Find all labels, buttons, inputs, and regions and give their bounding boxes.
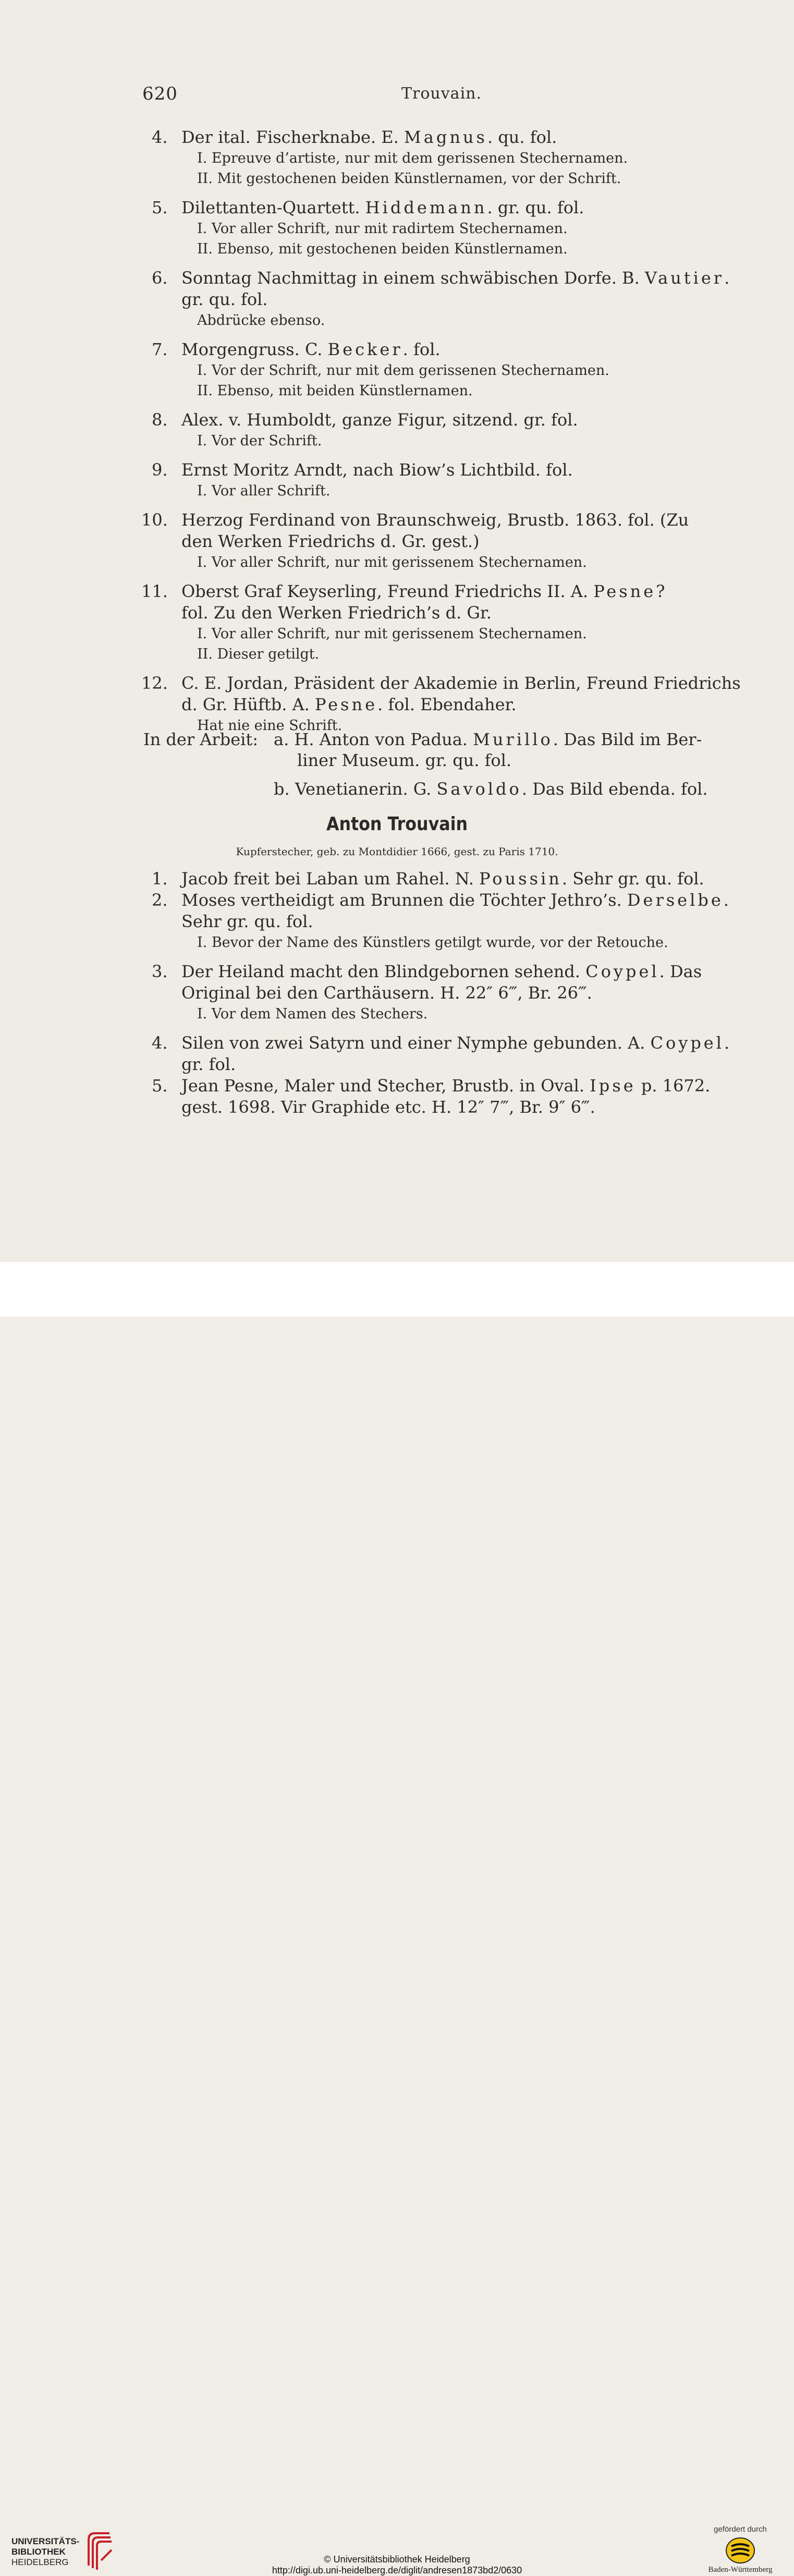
- artist-name: Derselbe: [627, 890, 724, 910]
- entry-text: b. Venetianerin. G.: [274, 779, 437, 799]
- entry-title-cont: Sehr gr. qu. fol.: [181, 912, 313, 931]
- entry-text: Der Heiland macht den Blindgebornen sehend.: [181, 962, 586, 981]
- entry-number: 5.: [152, 1076, 168, 1096]
- entry-number: 2.: [152, 890, 168, 910]
- artist-name: Pesne: [315, 695, 378, 714]
- artist-name: Coypel: [650, 1033, 724, 1053]
- state-note: II. Ebenso, mit gestochenen beiden Künstlernamen.: [197, 241, 568, 257]
- state-note: II. Mit gestochenen beiden Künstlernamen, vor der Schrift.: [197, 171, 621, 187]
- entry-text: .: [724, 268, 730, 288]
- funder-name: Baden-Württemberg: [708, 2566, 773, 2574]
- state-note: Abdrücke ebenso.: [197, 312, 325, 329]
- artist-name: Becker: [327, 339, 403, 359]
- entry-text: d. Gr. Hüftb. A.: [181, 695, 315, 714]
- artist-heading: Anton Trouvain: [326, 813, 468, 835]
- entry-title: [181, 459, 573, 480]
- state-note: II. Ebenso, mit beiden Künstlernamen.: [197, 383, 473, 399]
- entry-title: [181, 509, 689, 530]
- in-arbeit-item-a-cont: liner Museum. gr. qu. fol.: [297, 750, 512, 770]
- artist-name: Savoldo: [436, 779, 522, 799]
- entry-text: Morgengruss. C.: [181, 339, 328, 359]
- entry-text: ?: [656, 581, 665, 601]
- entry-number: 5.: [152, 198, 168, 217]
- state-note: I. Vor der Schrift.: [197, 433, 322, 449]
- artist-name: Hiddemann: [365, 198, 487, 217]
- entry-number: 11.: [141, 581, 168, 601]
- library-line-1: UNIVERSITÄTS-: [11, 2536, 80, 2546]
- entry-title-cont: gr. fol.: [181, 1054, 236, 1074]
- entry-number: 1.: [152, 869, 168, 889]
- entry-number: 12.: [141, 673, 168, 693]
- entry-title: [181, 673, 741, 694]
- entry-title-cont: gr. qu. fol.: [181, 289, 268, 309]
- entry-title: [181, 268, 729, 288]
- entry-title: [181, 1032, 729, 1053]
- library-line-2: BIBLIOTHEK: [11, 2547, 66, 2557]
- entry-number: 6.: [152, 268, 168, 288]
- entry-title: [181, 409, 578, 430]
- state-note: I. Epreuve d’artiste, nur mit dem gerissenen Stechernamen.: [197, 150, 628, 166]
- in-arbeit-item-b: [274, 779, 707, 799]
- entry-text: Jean Pesne, Maler und Stecher, Brustb. in Oval.: [181, 1076, 590, 1096]
- entry-title: [181, 961, 702, 982]
- entry-number: 7.: [152, 339, 168, 359]
- entry-text: a. H. Anton von Padua.: [274, 730, 473, 749]
- entry-text: Ernst Moritz Arndt, nach Biow’s Lichtbild. fol.: [181, 460, 573, 480]
- artist-bio: Kupferstecher, geb. zu Montdidier 1666, gest. zu Paris 1710.: [236, 845, 558, 858]
- entry-text: Oberst Graf Keyserling, Freund Friedrichs II. A.: [181, 581, 594, 601]
- in-arbeit-label: In der Arbeit:: [143, 730, 259, 749]
- in-arbeit-item-a: [274, 729, 702, 750]
- state-note: I. Vor aller Schrift.: [197, 483, 331, 499]
- entry-text: Herzog Ferdinand von Braunschweig, Brustb. 1863. fol. (Zu: [181, 510, 689, 530]
- state-crest-icon: [725, 2537, 755, 2564]
- state-note: I. Vor der Schrift, nur mit dem gerissenen Stechernamen.: [197, 362, 609, 379]
- state-note: I. Vor aller Schrift, nur mit gerissenem Stechernamen.: [197, 626, 587, 642]
- artist-name: Coypel: [585, 962, 659, 981]
- state-note: II. Dieser getilgt.: [197, 646, 320, 662]
- entry-text: p. 1672.: [636, 1076, 711, 1096]
- entry-title: [181, 890, 729, 910]
- entry-text: Alex. v. Humboldt, ganze Figur, sitzend. gr. fol.: [181, 410, 578, 430]
- entry-title: [181, 197, 584, 218]
- entry-title: [181, 581, 665, 602]
- entry-text: . fol.: [402, 339, 441, 359]
- state-note: I. Vor dem Namen des Stechers.: [197, 1006, 428, 1022]
- entry-text: Sonntag Nachmittag in einem schwäbischen Dorfe. B.: [181, 268, 645, 288]
- entry-text: . fol. Ebendaher.: [377, 695, 517, 714]
- entry-text: .: [724, 1033, 730, 1053]
- entry-text: Dilettanten-Quartett.: [181, 198, 365, 217]
- entry-text: . Das: [659, 962, 702, 981]
- entry-title: [181, 1075, 710, 1096]
- state-note: I. Vor aller Schrift, nur mit radirtem Stechernamen.: [197, 221, 568, 237]
- entry-title: [181, 339, 440, 360]
- artist-name: Magnus: [404, 127, 487, 147]
- state-note: I. Bevor der Name des Künstlers getilgt wurde, vor der Retouche.: [197, 934, 668, 951]
- footer-bar: [0, 1262, 794, 2575]
- artist-name: Vautier: [644, 268, 725, 288]
- entry-number: 3.: [152, 962, 168, 981]
- entry-text: . gr. qu. fol.: [487, 198, 584, 217]
- entry-text: Jacob freit bei Laban um Rahel. N.: [181, 869, 480, 889]
- artist-name: Murillo: [473, 730, 553, 749]
- entry-number: 9.: [152, 460, 168, 480]
- entry-text: . qu. fol.: [487, 127, 557, 147]
- entry-title-cont: gest. 1698. Vir Graphide etc. H. 12″ 7‴, Br. 9″ 6‴.: [181, 1097, 595, 1117]
- entry-title: [181, 127, 557, 148]
- copyright-text: © Universitätsbibliothek Heidelberg: [324, 2554, 470, 2565]
- entry-text: . Das Bild ebenda. fol.: [521, 779, 708, 799]
- entry-text: .: [723, 890, 729, 910]
- entry-number: 8.: [152, 410, 168, 430]
- state-note: I. Vor aller Schrift, nur mit gerissenem Stechernamen.: [197, 554, 587, 570]
- entry-text: Silen von zwei Satyrn und einer Nymphe gebunden. A.: [181, 1033, 651, 1053]
- entry-number: 10.: [141, 510, 168, 530]
- scanned-page: [0, 0, 794, 1262]
- entry-number: 4.: [152, 127, 168, 147]
- entry-text: C. E. Jordan, Präsident der Akademie in Berlin, Freund Friedrichs: [181, 673, 741, 693]
- library-line-3: HEIDELBERG: [11, 2557, 69, 2567]
- permalink-url[interactable]: http://digi.ub.uni-heidelberg.de/diglit/andresen1873bd2/0630: [272, 2565, 522, 2575]
- entry-title-cont: Original bei den Carthäusern. H. 22″ 6‴, Br. 26‴.: [181, 983, 592, 1003]
- artist-name: Ipse: [590, 1076, 636, 1096]
- entry-text: Der ital. Fischerknabe. E.: [181, 127, 404, 147]
- artist-name: Pesne: [593, 581, 656, 601]
- entry-text: Moses vertheidigt am Brunnen die Töchter Jethro’s.: [181, 890, 627, 910]
- entry-text: . Sehr gr. qu. fol.: [561, 869, 704, 889]
- entry-text: . Das Bild im Ber-: [553, 730, 702, 749]
- state-note: Hat nie eine Schrift.: [197, 718, 343, 734]
- entry-title-cont: [181, 694, 517, 715]
- running-title: Trouvain.: [401, 84, 482, 103]
- funded-by-text: gefördert durch: [714, 2525, 767, 2534]
- entry-title-cont: fol. Zu den Werken Friedrich’s d. Gr.: [181, 603, 492, 623]
- artist-name: Poussin: [479, 869, 562, 889]
- entry-title: [181, 868, 704, 889]
- entry-number: 4.: [152, 1033, 168, 1053]
- page-number: 620: [142, 83, 178, 104]
- entry-title-cont: den Werken Friedrichs d. Gr. gest.): [181, 531, 480, 551]
